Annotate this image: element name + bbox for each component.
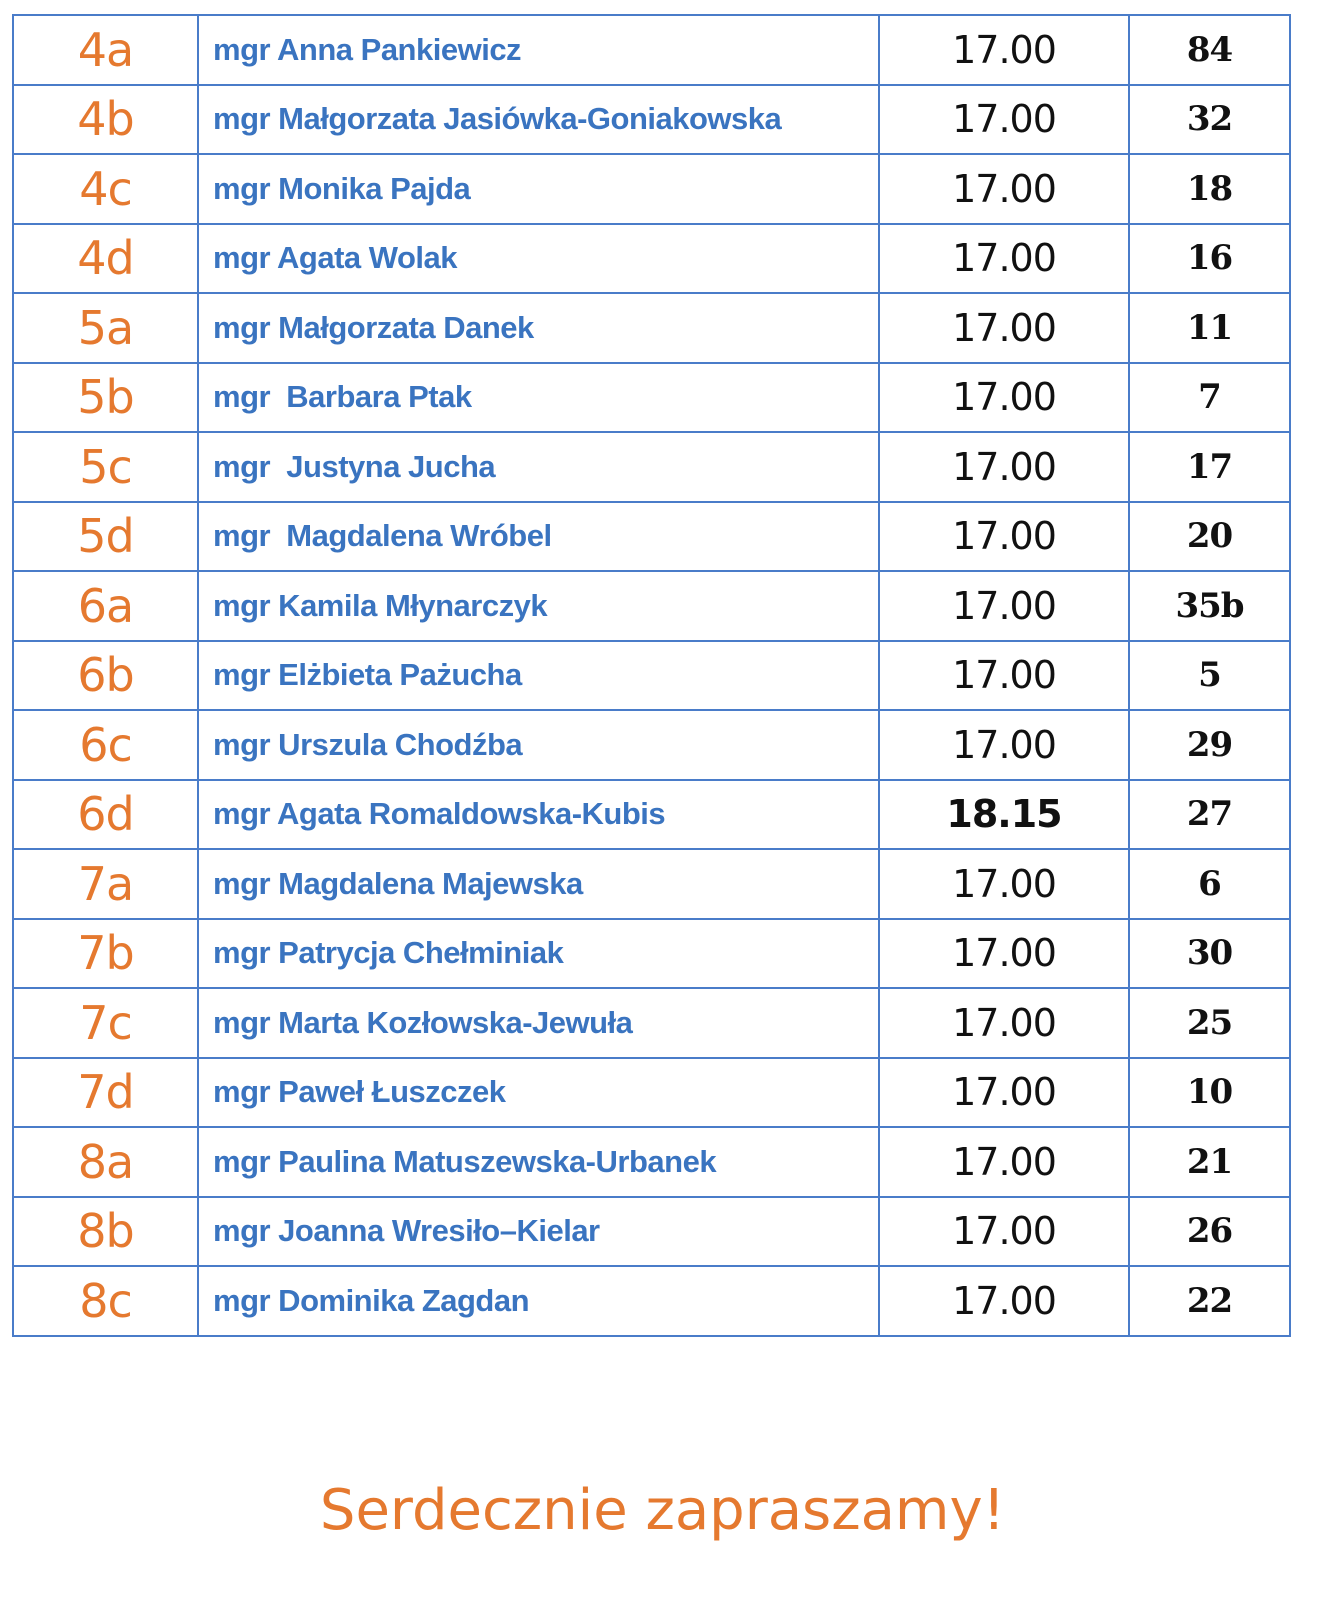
table-row <box>13 849 1290 919</box>
teacher-cell: mgr Patrycja Chełminiak <box>198 919 879 989</box>
room-cell: 17 <box>1129 432 1290 502</box>
class-cell: 7c <box>13 988 198 1058</box>
class-cell: 4b <box>13 85 198 155</box>
teacher-cell: mgr Paweł Łuszczek <box>198 1058 879 1128</box>
table-row <box>13 780 1290 850</box>
class-cell: 8b <box>13 1197 198 1267</box>
time-cell: 17.00 <box>879 919 1129 989</box>
class-cell: 4a <box>13 15 198 85</box>
table-row <box>13 988 1290 1058</box>
teacher-cell: mgr Agata Wolak <box>198 224 879 294</box>
table-row <box>13 710 1290 780</box>
class-cell: 8c <box>13 1266 198 1336</box>
time-cell: 17.00 <box>879 224 1129 294</box>
table-row <box>13 919 1290 989</box>
room-cell: 27 <box>1129 780 1290 850</box>
class-cell: 4c <box>13 154 198 224</box>
room-cell: 11 <box>1129 293 1290 363</box>
class-cell: 7b <box>13 919 198 989</box>
class-cell: 6c <box>13 710 198 780</box>
room-cell: 26 <box>1129 1197 1290 1267</box>
teacher-cell: mgr Magdalena Wróbel <box>198 502 879 572</box>
table-row <box>13 1266 1290 1336</box>
room-cell: 16 <box>1129 224 1290 294</box>
time-cell: 17.00 <box>879 363 1129 433</box>
table-row <box>13 363 1290 433</box>
invitation-text: Serdecznie zapraszamy! <box>319 1478 1006 1543</box>
time-cell: 18.15 <box>879 780 1129 850</box>
time-cell: 17.00 <box>879 502 1129 572</box>
class-cell: 7a <box>13 849 198 919</box>
time-cell: 17.00 <box>879 293 1129 363</box>
room-cell: 32 <box>1129 85 1290 155</box>
room-cell: 22 <box>1129 1266 1290 1336</box>
room-cell: 6 <box>1129 849 1290 919</box>
time-cell: 17.00 <box>879 1266 1129 1336</box>
room-cell: 5 <box>1129 641 1290 711</box>
class-cell: 7d <box>13 1058 198 1128</box>
class-cell: 5b <box>13 363 198 433</box>
table-row <box>13 641 1290 711</box>
teacher-cell: mgr Elżbieta Pażucha <box>198 641 879 711</box>
class-cell: 8a <box>13 1127 198 1197</box>
class-cell: 5d <box>13 502 198 572</box>
teacher-cell: mgr Barbara Ptak <box>198 363 879 433</box>
table-row <box>13 224 1290 294</box>
table-row <box>13 293 1290 363</box>
time-cell: 17.00 <box>879 432 1129 502</box>
class-cell: 6a <box>13 571 198 641</box>
teacher-cell: mgr Paulina Matuszewska-Urbanek <box>198 1127 879 1197</box>
teacher-cell: mgr Dominika Zagdan <box>198 1266 879 1336</box>
teacher-cell: mgr Agata Romaldowska-Kubis <box>198 780 879 850</box>
class-cell: 5c <box>13 432 198 502</box>
schedule-table <box>12 14 1291 1337</box>
room-cell: 21 <box>1129 1127 1290 1197</box>
table-row <box>13 502 1290 572</box>
time-cell: 17.00 <box>879 85 1129 155</box>
table-row <box>13 432 1290 502</box>
class-cell: 6d <box>13 780 198 850</box>
teacher-cell: mgr Małgorzata Danek <box>198 293 879 363</box>
teacher-cell: mgr Małgorzata Jasiówka-Goniakowska <box>198 85 879 155</box>
room-cell: 25 <box>1129 988 1290 1058</box>
time-cell: 17.00 <box>879 1058 1129 1128</box>
class-cell: 6b <box>13 641 198 711</box>
time-cell: 17.00 <box>879 988 1129 1058</box>
time-cell: 17.00 <box>879 1197 1129 1267</box>
room-cell: 30 <box>1129 919 1290 989</box>
teacher-cell: mgr Justyna Jucha <box>198 432 879 502</box>
table-row <box>13 1058 1290 1128</box>
room-cell: 10 <box>1129 1058 1290 1128</box>
room-cell: 29 <box>1129 710 1290 780</box>
class-cell: 5a <box>13 293 198 363</box>
teacher-cell: mgr Joanna Wresiło–Kielar <box>198 1197 879 1267</box>
time-cell: 17.00 <box>879 641 1129 711</box>
teacher-cell: mgr Urszula Chodźba <box>198 710 879 780</box>
time-cell: 17.00 <box>879 710 1129 780</box>
table-row <box>13 154 1290 224</box>
table-row <box>13 1127 1290 1197</box>
class-cell: 4d <box>13 224 198 294</box>
time-cell: 17.00 <box>879 571 1129 641</box>
time-cell: 17.00 <box>879 1127 1129 1197</box>
time-cell: 17.00 <box>879 849 1129 919</box>
table-row <box>13 85 1290 155</box>
teacher-cell: mgr Marta Kozłowska-Jewuła <box>198 988 879 1058</box>
table-row <box>13 571 1290 641</box>
schedule-body <box>13 15 1290 1336</box>
room-cell: 7 <box>1129 363 1290 433</box>
teacher-cell: mgr Magdalena Majewska <box>198 849 879 919</box>
room-cell: 84 <box>1129 15 1290 85</box>
time-cell: 17.00 <box>879 15 1129 85</box>
room-cell: 20 <box>1129 502 1290 572</box>
table-row <box>13 1197 1290 1267</box>
teacher-cell: mgr Kamila Młynarczyk <box>198 571 879 641</box>
teacher-cell: mgr Monika Pajda <box>198 154 879 224</box>
teacher-cell: mgr Anna Pankiewicz <box>198 15 879 85</box>
table-row <box>13 15 1290 85</box>
room-cell: 18 <box>1129 154 1290 224</box>
room-cell: 35b <box>1129 571 1290 641</box>
time-cell: 17.00 <box>879 154 1129 224</box>
